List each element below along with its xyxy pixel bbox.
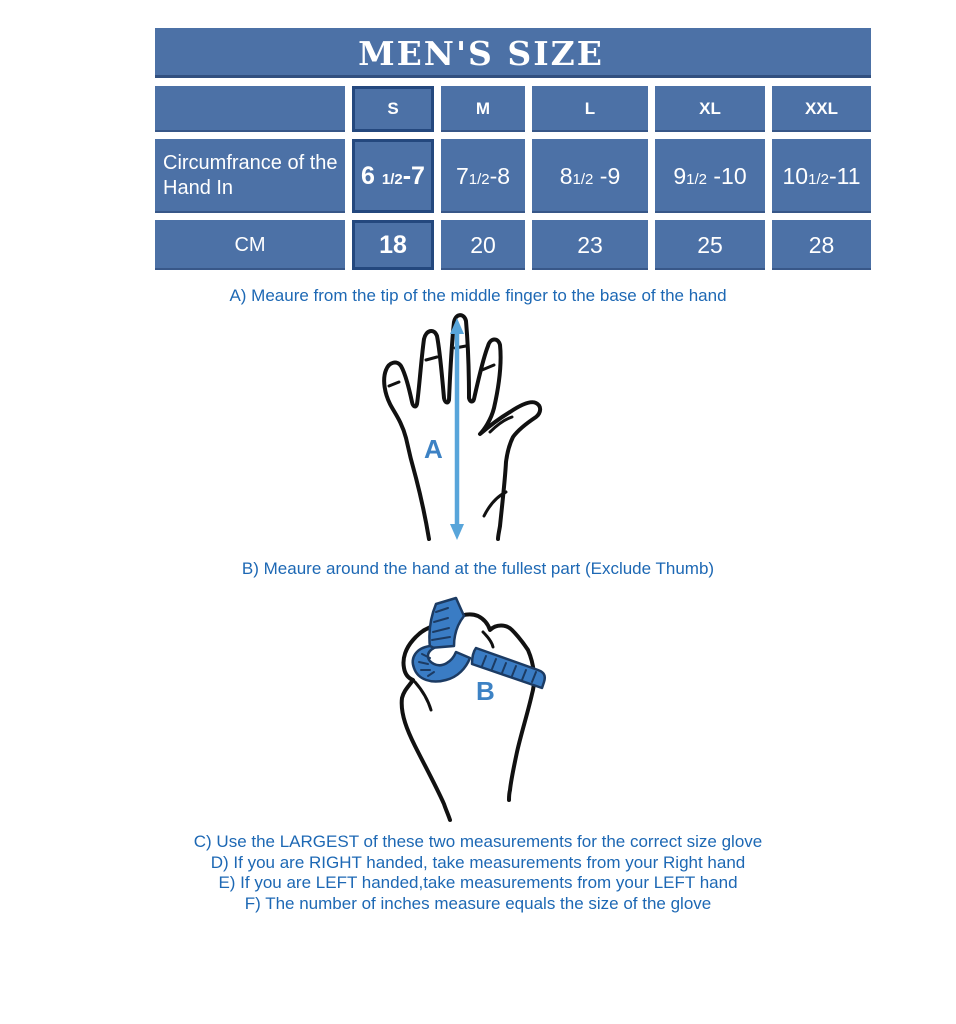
table-corner-cell bbox=[155, 86, 345, 132]
notes-block bbox=[0, 832, 956, 914]
value-cell: 18 bbox=[352, 220, 434, 270]
hand-outline bbox=[384, 315, 540, 539]
value-cell: 81/2 -9 bbox=[532, 139, 648, 213]
fist-diagram-label: B bbox=[476, 676, 495, 706]
fist-outline bbox=[402, 614, 534, 820]
value-cell: 28 bbox=[772, 220, 871, 270]
size-header-cell-xl: XL bbox=[655, 86, 765, 132]
mens-size-table bbox=[155, 28, 871, 270]
value-cell: 23 bbox=[532, 220, 648, 270]
table-title: MEN'S SIZE bbox=[358, 33, 604, 73]
instruction-f: F) The number of inches measure equals the size of the glove bbox=[244, 893, 712, 913]
value-cell: 25 bbox=[655, 220, 765, 270]
instruction-d: D) If you are RIGHT handed, take measurements from your Right hand bbox=[210, 852, 746, 872]
value-cell: 20 bbox=[441, 220, 525, 270]
size-table-grid bbox=[155, 86, 871, 270]
value-cell: 101/2-11 bbox=[772, 139, 871, 213]
row-label-cell: CM bbox=[155, 220, 345, 270]
size-header-cell-xxl: XXL bbox=[772, 86, 871, 132]
value-cell: 6 1/2-7 bbox=[352, 139, 434, 213]
value-cell: 91/2 -10 bbox=[655, 139, 765, 213]
instruction-b: B) Meaure around the hand at the fullest part (Exclude Thumb) bbox=[241, 559, 715, 578]
instruction-e: E) If you are LEFT handed,take measurements from your LEFT hand bbox=[218, 873, 738, 892]
fist-measure-diagram bbox=[388, 590, 598, 824]
row-label-cell: Circumfrance of the Hand In bbox=[155, 139, 345, 213]
hand-diagram-label: A bbox=[424, 434, 443, 464]
size-header-cell-l: L bbox=[532, 86, 648, 132]
hand-measure-diagram bbox=[372, 306, 572, 550]
size-header-cell-s: S bbox=[352, 86, 434, 132]
table-title-bar bbox=[155, 28, 871, 78]
instruction-a: A) Meaure from the tip of the middle finger to the base of the hand bbox=[229, 286, 727, 305]
size-header-cell-m: M bbox=[441, 86, 525, 132]
value-cell: 71/2-8 bbox=[441, 139, 525, 213]
instruction-c: C) Use the LARGEST of these two measurements for the correct size glove bbox=[193, 832, 763, 851]
